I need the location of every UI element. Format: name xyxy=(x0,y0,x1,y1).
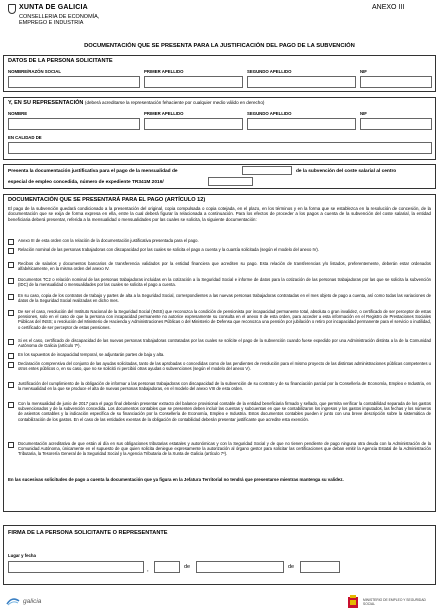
applicant-name-label: NOMBRE/RAZÓN SOCIAL xyxy=(8,69,61,74)
doc-item: Anexo III de esta orden con la relación de la documentación justificativa presentada para el pago. xyxy=(8,238,431,243)
doc-item: De ser el caso, resolución del Instituto Nacional de la Seguridad Social (INSS) que reconozca la condición de pensionista por incapacidad permanente total, absoluta o gran invalidez, o certificado de ser perceptor de estas pensiones, solo en el caso de que la persona con incapacidad permanente no autorice expresamente su consulta en el anexo II de esta orden, para acceder a esta información en el Registro de Prestaciones Sociales Públicas del INSS; o resolución del Ministerio de Hacienda y Administraciones Públicas o del Ministerio de Defensa que reconozca una pensión por jubilación o retiro por incapacidad permanente para el servicio o inutilidad, o certificado de ser perceptor de estas pensiones. xyxy=(8,309,431,330)
doc-checkbox[interactable] xyxy=(8,362,14,368)
doc-item: Documentos TC2 o relación nominal de las personas trabajadoras incluidas en la cotización a la Seguridad Social e informe de datos para la cotización de las personas trabajadoras por las que se solicita la subvención (IDC) de la mensualidad o mensualidades por las cuales se solicita el pago a cuenta. xyxy=(8,277,431,287)
applicant-surname1-field[interactable] xyxy=(144,76,243,88)
doc-checkbox[interactable] xyxy=(8,339,14,345)
documentation-section xyxy=(3,194,436,512)
representative-note: (deberá acreditarse la representación fehaciente por cualquier medio válido en derecho) xyxy=(84,100,265,105)
doc-checkbox[interactable] xyxy=(8,442,14,448)
de-label-1: de xyxy=(184,564,191,570)
documentation-closing: En las sucesivas solicitudes de pago a cuenta la documentación que ya figura en la Jefatura Territorial no tendrá que presentarse mientras mantenga su validez. xyxy=(8,477,344,482)
rep-name-field[interactable] xyxy=(8,118,140,130)
galicia-swoosh-icon xyxy=(6,597,20,606)
file-number-field[interactable] xyxy=(208,177,253,186)
galicia-brand: galicia xyxy=(6,597,41,606)
spain-shield-icon xyxy=(346,594,360,610)
doc-checkbox[interactable] xyxy=(8,402,14,408)
month-field[interactable] xyxy=(242,166,292,175)
applicant-surname2-field[interactable] xyxy=(247,76,356,88)
dept-line-1: CONSELLERIA DE ECONOMÍA, xyxy=(19,14,100,20)
doc-item: Declaración comprensiva del conjunto de las ayudas solicitadas, tanto de las aprobadas o concedidas como de las pendientes de resolución para el mismo proyecto de las distintas administraciones públicas competentes u otros entes públicos o, en su caso, que no se solicitó ni percibió otras ayudas o subvenciones (según el modelo del anexo V). xyxy=(8,361,431,371)
doc-item: En su caso, copia de los contratos de trabajo y partes de alta a la Seguridad Social, correspondientes a las nuevas personas trabajadoras contratadas en el mes objeto de pago a cuenta, así como todas las variaciones de datos de la Seguridad Social realizadas en dicho mes. xyxy=(8,293,431,303)
rep-nif-field[interactable] xyxy=(360,118,432,130)
coat-of-arms-icon xyxy=(8,4,16,14)
place-field[interactable] xyxy=(8,561,144,573)
rep-surname2-field[interactable] xyxy=(247,118,356,130)
month-name-field[interactable] xyxy=(196,561,284,573)
comma-separator: , xyxy=(147,567,149,573)
applicant-nif-field[interactable] xyxy=(360,76,432,88)
doc-checkbox[interactable] xyxy=(8,353,14,359)
doc-item: Documentación acreditativa de que están al día en sus obligaciones tributarias estatales y autonómicas y con la Seguridad Social y de que no tienen pendiente de pago ninguna otra deuda con la Administración de la Comunidad Autónoma, únicamente en el supuesto de que quien solicita deniegue expresamente la autorización al órgano gestor para solicitar las certificaciones que deban emitir la Agencia Estatal de la Administración Tributaria, la Tesorería General de la Seguridad Social y la Agencia Tributaria de la Xunta de Galicia (artículo 7º). xyxy=(8,441,431,457)
applicant-surname1-label: PRIMER APELLIDO xyxy=(144,69,184,74)
rep-surname2-label: SEGUNDO APELLIDO xyxy=(247,111,292,116)
rep-surname1-field[interactable] xyxy=(144,118,243,130)
rep-role-label: EN CALIDAD DE xyxy=(8,135,42,140)
applicant-nif-label: NIF xyxy=(360,69,367,74)
doc-item: Recibos de salarios y documentos bancarios de transferencia validados por la entidad financiera que acrediten su pago. Esta relación de transferencias y/o listados, preferentemente, deberán estar ordenados alfabéticamente, en la misma orden del anexo IV. xyxy=(8,261,431,271)
applicant-section xyxy=(3,55,436,92)
statement-line-1b: de la subvención del coste salarial al centro xyxy=(296,169,397,174)
annex-label: ANEXO III xyxy=(372,4,405,11)
statement-line-2: especial de empleo concedida, número de expediente TR341M 2016/ xyxy=(8,180,164,185)
representative-heading: Y, EN SU REPRESENTACIÓN xyxy=(8,100,84,106)
rep-surname1-label: PRIMER APELLIDO xyxy=(144,111,184,116)
doc-item: Justificación del cumplimiento de la obligación de informar a las personas trabajadoras con discapacidad de la subvención de su contrato y de su financiación parcial por la Consellería de Economía, Empleo e Industria, en la mensualidad en la que se produce el alta de nuevas personas trabajadoras, en el modelo del anexo VIII de esta orden. xyxy=(8,381,431,391)
doc-checkbox[interactable] xyxy=(8,310,14,316)
doc-checkbox[interactable] xyxy=(8,239,14,245)
signature-heading: FIRMA DE LA PERSONA SOLICITANTE O REPRESENTANTE xyxy=(8,530,168,536)
statement-line-1a: Presenta la documentación justificativa para el pago de la mensualidad de xyxy=(8,169,178,174)
doc-item: En los supuestos de incapacidad temporal, se adjuntarán partes de baja y alta. xyxy=(8,352,431,357)
footer xyxy=(0,593,439,613)
rep-role-field[interactable] xyxy=(8,142,432,154)
doc-checkbox[interactable] xyxy=(8,294,14,300)
applicant-heading: DATOS DE LA PERSONA SOLICITANTE xyxy=(8,58,113,64)
doc-checkbox[interactable] xyxy=(8,278,14,284)
doc-checkbox[interactable] xyxy=(8,248,14,254)
representative-section xyxy=(3,97,436,160)
place-date-label: Lugar y fecha xyxy=(8,553,36,558)
documentation-intro: El pago de la subvención quedará condicionado a la presentación del original, copia compulsada o copia cotejada, en el plazo, en los términos y en la forma que se establezca en la resolución de concesión, de la documentación que se exija de forma expresa en ella, entre la cual deberá figurar la relacionada a continuación. Para los efectos de proceder a los pagos a cuenta de la subvención del coste salarial, la entidad beneficiaria deberá presentar, referida a la mensualidad o mensualidades por las cuales se solicita, la siguiente documentación: xyxy=(8,206,431,222)
doc-checkbox[interactable] xyxy=(8,262,14,268)
applicant-name-field[interactable] xyxy=(8,76,140,88)
doc-item: Con la mensualidad de junio de 2017 para el pago final deberán presentar extracto del balance provisional contable de la entidad beneficiaria firmado y sellado, que permita verificar la contabilidad separada de los gastos subvencionados y de la subvención concedida. Los documentos contables que se presenten deben incluir las cuentas y subcuentas en que se contabilizaron los ingresos y los gastos imputados, las fechas y los números de asientos contables y la indicación específica de su financiación por la Consellería de Economía, Empleo e Industria. Estos documentos contables pueden ir junto con una breve descripción sobre la sistemática de contabilización de los gastos. En el caso de las entidades exentas de la obligación de contabilidad deberán presentar justificante que acredite esta exención. xyxy=(8,401,431,422)
day-field[interactable] xyxy=(154,561,180,573)
rep-nif-label: NIF xyxy=(360,111,367,116)
doc-checkbox[interactable] xyxy=(8,382,14,388)
document-title: DOCUMENTACIÓN QUE SE PRESENTA PARA LA JUSTIFICACIÓN DEL PAGO DE LA SUBVENCIÓN xyxy=(84,43,355,49)
ministry-logo: MINISTERIO DE EMPLEO Y SEGURIDAD SOCIAL xyxy=(346,594,433,610)
statement-section xyxy=(3,164,436,189)
year-field[interactable] xyxy=(300,561,340,573)
org-name: XUNTA DE GALICIA xyxy=(19,4,88,11)
doc-item: Relación nominal de las personas trabajadoras con discapacidad por las cuales se solicita el pago a cuenta y la cuantía solicitada (según el modelo del anexo IV). xyxy=(8,247,431,252)
dept-line-2: EMPREGO E INDUSTRIA xyxy=(19,20,84,27)
doc-item: Si es el caso, certificado de discapacidad de las nuevas personas trabajadoras contratadas por las cuales se solicite el pago de la subvención cuando fuese expedido por una Administración distinta a la de la Comunidad Autónoma de Galicia (artículo 7º). xyxy=(8,338,431,348)
de-label-2: de xyxy=(288,564,295,570)
applicant-surname2-label: SEGUNDO APELLIDO xyxy=(247,69,292,74)
signature-section xyxy=(3,525,436,585)
rep-name-label: NOMBRE xyxy=(8,111,28,116)
documentation-heading: DOCUMENTACIÓN QUE SE PRESENTARÁ PARA EL PAGO (ARTÍCULO 12) xyxy=(8,197,206,203)
xunta-logo xyxy=(8,4,118,27)
